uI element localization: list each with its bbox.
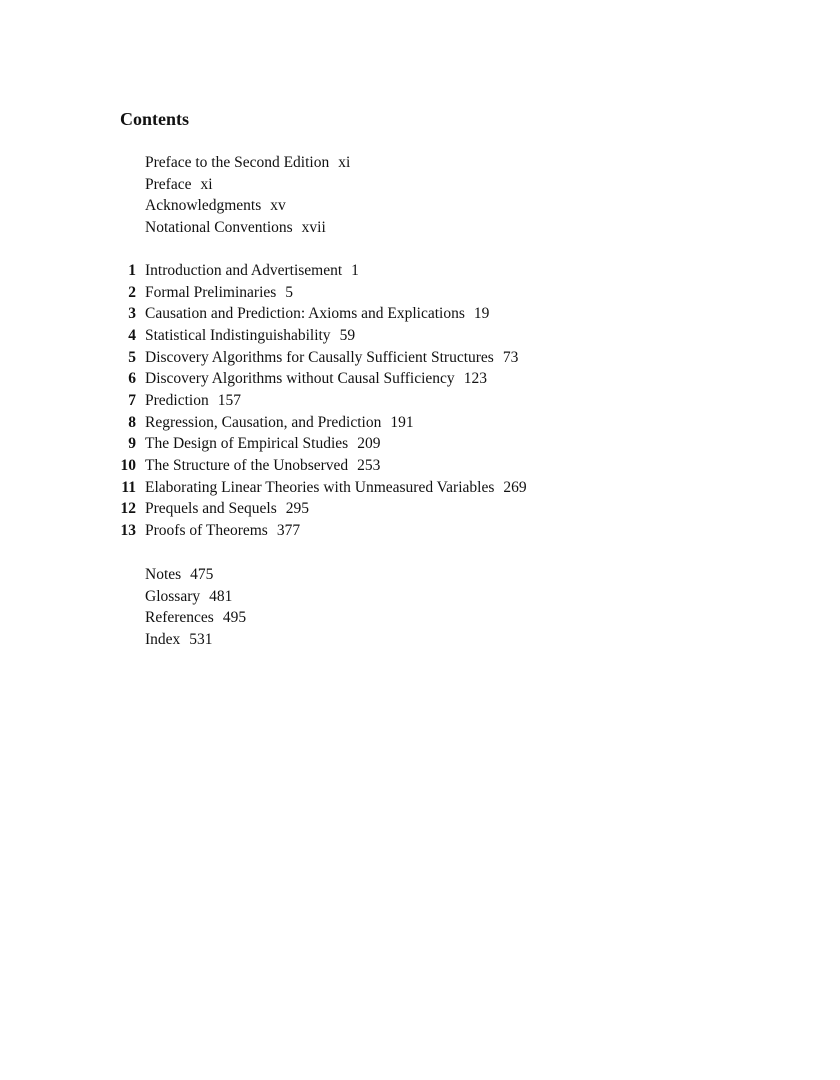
toc-chapter-entry[interactable] [100, 433, 527, 455]
back-matter-list [100, 564, 246, 651]
entry-title: Formal Preliminaries [145, 283, 277, 301]
chapter-number [100, 174, 145, 196]
chapter-number [100, 152, 145, 174]
entry-title: Statistical Indistinguishability [145, 326, 331, 344]
page-number: 191 [390, 413, 414, 431]
entry-title: Preface [145, 175, 192, 193]
entry-title: Introduction and Advertisement [145, 262, 343, 279]
toc-chapter-entry[interactable] [100, 282, 527, 304]
page-number: xi [200, 175, 213, 193]
toc-chapter-entry[interactable] [100, 260, 527, 282]
page-number: 209 [357, 435, 381, 453]
chapter-number: 11 [121, 478, 136, 496]
toc-entry[interactable] [100, 607, 246, 629]
page-number: 475 [190, 566, 214, 583]
page-number: 253 [357, 456, 381, 474]
toc-chapter-entry[interactable] [100, 347, 527, 369]
chapter-number [100, 217, 145, 239]
page-number: 59 [339, 326, 356, 344]
chapter-number: 5 [128, 348, 136, 366]
entry-title: Regression, Causation, and Prediction [145, 413, 382, 431]
chapter-number: 3 [128, 305, 136, 323]
toc-entry[interactable] [100, 564, 246, 586]
chapter-list [100, 260, 527, 542]
chapter-number: 13 [120, 521, 136, 539]
toc-chapter-entry[interactable] [100, 477, 527, 499]
page-number: 495 [222, 609, 247, 627]
entry-title: Glossary [145, 587, 201, 605]
toc-chapter-entry[interactable] [100, 412, 527, 434]
entry-title: Causation and Prediction: Axioms and Explications [145, 305, 465, 323]
entry-title: Prequels and Sequels [145, 500, 277, 518]
chapter-number: 9 [128, 435, 136, 453]
toc-chapter-entry[interactable] [100, 455, 527, 477]
toc-chapter-entry[interactable] [100, 368, 527, 390]
toc-entry[interactable] [100, 629, 246, 651]
toc-chapter-entry[interactable] [100, 325, 527, 347]
page-number: 377 [276, 521, 301, 539]
page-number: 531 [189, 630, 213, 648]
chapter-number: 6 [128, 370, 136, 388]
entry-title: Discovery Algorithms for Causally Sufficient Structures [145, 348, 494, 366]
chapter-number [100, 607, 145, 629]
entry-title: Notational Conventions [145, 218, 293, 236]
chapter-number: 7 [128, 391, 136, 409]
entry-title: The Design of Empirical Studies [145, 435, 349, 453]
chapter-number [100, 564, 145, 586]
entry-title: Preface to the Second Edition [145, 154, 330, 171]
page-number: 19 [473, 305, 490, 323]
entry-title: Elaborating Linear Theories with Unmeasured Variables [145, 478, 495, 496]
toc-chapter-entry[interactable] [100, 303, 527, 325]
entry-title: The Structure of the Unobserved [145, 456, 349, 474]
page-number: xvii [301, 218, 326, 236]
page-number: 269 [503, 478, 527, 496]
chapter-number: 1 [128, 262, 136, 279]
page-number: 73 [502, 348, 519, 366]
toc-entry[interactable] [100, 195, 350, 217]
toc-chapter-entry[interactable] [100, 390, 527, 412]
entry-title: Index [145, 630, 181, 648]
chapter-number: 8 [128, 413, 136, 431]
page-number: 5 [285, 283, 294, 301]
entry-title: Acknowledgments [145, 197, 262, 215]
page-number: 295 [285, 500, 309, 518]
chapter-number [100, 195, 145, 217]
chapter-number: 12 [120, 500, 136, 518]
toc-chapter-entry[interactable] [100, 498, 527, 520]
entry-title: Prediction [145, 391, 209, 409]
page-number: 123 [463, 370, 487, 388]
toc-entry[interactable] [100, 174, 350, 196]
page-number: 481 [209, 587, 233, 605]
toc-entry[interactable] [100, 586, 246, 608]
page-title: Contents [120, 109, 190, 129]
entry-title: References [145, 609, 214, 627]
toc-entry[interactable] [100, 152, 350, 174]
front-matter-list [100, 152, 350, 239]
entry-title: Notes [145, 566, 182, 583]
chapter-number: 4 [128, 326, 136, 344]
toc-entry[interactable] [100, 217, 350, 239]
chapter-number [100, 629, 145, 651]
chapter-number: 2 [128, 283, 136, 301]
entry-title: Discovery Algorithms without Causal Sufficiency [145, 370, 455, 388]
page-number: 1 [351, 262, 359, 279]
page-number: 157 [217, 391, 241, 409]
chapter-number [100, 586, 145, 608]
toc-chapter-entry[interactable] [100, 520, 527, 542]
page-number: xi [338, 154, 351, 171]
chapter-number: 10 [120, 456, 136, 474]
page-number: xv [270, 197, 286, 215]
entry-title: Proofs of Theorems [145, 521, 268, 539]
